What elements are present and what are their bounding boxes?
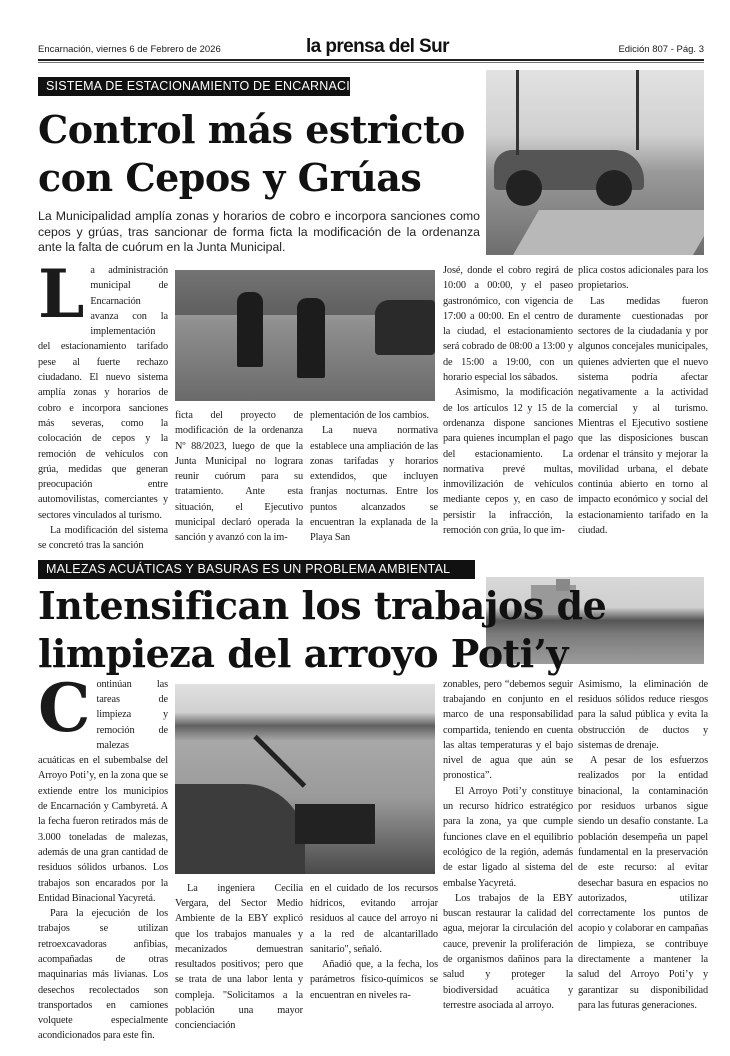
article2-kicker: MALEZAS ACUÁTICAS Y BASURAS ES UN PROBLEMA AMBIENTAL bbox=[38, 560, 475, 579]
paragraph: La ingeniera Cecilia Vergara, del Sector Medio Ambiente de la EBY explicó que los trabajos manuales y mecanizados demuestran resultados positivos; pero que se trata de una labor lenta y compleja. "Solicitamos a la población una mayor concienciación bbox=[175, 882, 303, 1032]
article1-middle bbox=[175, 263, 438, 546]
paragraph: zonables, pero “debemos seguir trabajando en conjunto en el marco de una responsabilidad compartida, teniendo en cuenta las altas temperaturas y el bajo nivel de agua que aún se pronostica”. bbox=[443, 678, 573, 782]
paragraph: plica costos adicionales para los propietarios. bbox=[578, 265, 708, 292]
paragraph: José, donde el cobro regirá de 10:00 a 00:00, y el paseo gastronómico, con vigencia de 17:00 a 00:00. En el centro de la ciudad, el estacionamiento será cobrado de 08:00 a 13:00 y de 15:00 a 19:00, con un horario especial los sábados. bbox=[443, 265, 573, 384]
paragraph: a administración municipal de Encarnación avanza con la implementación del estacionamiento tarifado pese al fuerte rechazo ciudadano. El nuevo sistema amplía zonas y horarios de cobro e incorpora sanciones más severas, como la colocación de cepos y la remoción de vehículos con grúa, medidas que generan preocupación entre automovilistas, comerciantes y sectores vinculados al turismo. bbox=[38, 265, 168, 521]
excavator-cleanup-photo bbox=[175, 684, 435, 874]
article2-headline bbox=[38, 582, 606, 678]
article2-column-1 bbox=[38, 668, 168, 1044]
article1-column-2 bbox=[175, 408, 303, 546]
article1-middle-columns bbox=[175, 408, 438, 546]
article1-column-1 bbox=[38, 255, 168, 554]
header-rule bbox=[38, 59, 704, 61]
paragraph: Asimismo, la eliminación de residuos sólidos reduce riesgos para la salud pública y evita la obstrucción de ductos y sistemas de drenaje. bbox=[578, 678, 708, 751]
paragraph: La nueva normativa establece una ampliación de las zonas tarifadas y horarios extendidos, que incluyen franjas nocturnas. Entre los puntos alcanzados se encuentran la explanada de la Playa San bbox=[310, 425, 438, 544]
issue-date: Encarnación, viernes 6 de Febrero de 2026 bbox=[38, 44, 221, 55]
article2-column-5 bbox=[578, 677, 708, 1014]
paragraph: Los trabajos de la EBY buscan restaurar la calidad del agua, mejorar la circulación del cauce, prevenir la proliferación de organismos dañinos para la salud y proteger la biodiversidad acuática y terrestre asociada al arroyo. bbox=[443, 892, 573, 1011]
article2-header bbox=[0, 560, 730, 677]
paragraph: La modificación del sistema se concretó tras la sanción bbox=[38, 525, 168, 552]
masthead bbox=[0, 0, 730, 70]
paragraph: Las medidas fueron duramente cuestionadas por sectores de la ciudadanía y por algunos concejales municipales, quienes advierten que el nuevo sistema podría afectar negativamente a la actividad comercial y al turismo. Mientras el Ejecutivo sostiene que las disposiciones buscan ordenar el tránsito y mejorar la movilidad urbana, el debate continúa abierto en torno al impacto económico y social del estacionamiento tarifado en la ciudad. bbox=[578, 295, 708, 537]
paragraph: Añadió que, a la fecha, los parámetros físico-químicos se encuentran en niveles ra- bbox=[310, 959, 438, 1001]
article1-column-5 bbox=[578, 263, 708, 538]
paragraph: ontinúan las tareas de limpieza y remoción de malezas acuáticas en el subembalse del Arroyo Poti’y, en la zona que se extiende entre los municipios de Encarnación y Cambyretá. A la fecha fueron retirados más de 3.000 toneladas de malezas, además de una gran cantidad de residuos sólidos urbanos. Los trabajos son encarados por la Entidad Binacional Yacyretá. bbox=[38, 678, 168, 904]
paragraph: ficta del proyecto de modificación de la ordenanza Nº 88/2023, luego de que la Junta Municipal no lograra reunir cuórum para su tratamiento. Ante esta situación, el Ejecutivo municipal declaró operada la sanción y avanzó con la im- bbox=[175, 410, 303, 544]
paragraph: El Arroyo Poti’y constituye un recurso hídrico estratégico para la zona, ya que cumple funciones clave en el equilibrio ecológico de la región, además de estar ligado al sistema del embalse Yacyretá. bbox=[443, 785, 573, 889]
headline-line: limpieza del arroyo Poti’y bbox=[38, 630, 568, 676]
headline-line: Control más estricto bbox=[38, 107, 465, 152]
article-parking bbox=[0, 70, 730, 554]
traffic-agents-photo bbox=[175, 270, 435, 401]
drop-cap: L bbox=[38, 255, 85, 333]
article1-kicker: SISTEMA DE ESTACIONAMIENTO DE ENCARNACIÓN bbox=[38, 77, 350, 96]
edition-page: Edición 807 - Pág. 3 bbox=[618, 44, 704, 55]
article-creek-cleanup bbox=[0, 560, 730, 1044]
article2-column-3 bbox=[310, 881, 438, 1034]
headline-line: Intensifican los trabajos de bbox=[38, 582, 607, 628]
article2-column-2 bbox=[175, 881, 303, 1034]
paragraph: Asimismo, la modificación de los artículos 12 y 15 de la ordenanza dispone sanciones para quienes incumplan el pago del estacionamiento. La normativa prevé multas, inmovilización de vehículos mediante cepos y, en caso de persistir la infracción, la remoción con grúa, lo que im- bbox=[443, 387, 573, 537]
header-rule-thin bbox=[38, 62, 704, 63]
newspaper-logo: la prensa del Sur bbox=[306, 36, 449, 57]
article2-body bbox=[0, 668, 730, 1044]
headline-line: con Cepos y Grúas bbox=[38, 155, 422, 200]
article2-middle-columns bbox=[175, 881, 438, 1034]
paragraph: plementación de los cambios. bbox=[310, 410, 430, 421]
paragraph: A pesar de los esfuerzos realizados por la entidad binacional, la contaminación por residuos urbanos sigue siendo un desafío constante. La población desempeña un papel fundamental en la preservación de este recurso: al evitar desechar basura en espacios no autorizados, utilizar correctamente los puntos de acopio y colaborar en campañas de limpieza, se contribuye directamente a mantener la salud del Arroyo Poti’y y garantizar su disponibilidad para las futuras generaciones. bbox=[578, 755, 708, 1011]
article1-column-3 bbox=[310, 408, 438, 546]
article1-header bbox=[0, 70, 730, 263]
article1-body bbox=[0, 255, 730, 554]
parking-street-photo bbox=[486, 70, 704, 255]
paragraph: Para la ejecución de los trabajos se utilizan retroexcavadoras anfibias, acompañadas de otras maquinarias más livianas. Los desechos recolectados son transportados en camiones volquete especialmente acondicionados para este fin. bbox=[38, 908, 168, 1042]
drop-cap: C bbox=[38, 668, 91, 747]
article1-deck: La Municipalidad amplía zonas y horarios de cobro e incorpora sanciones como cepos y grúas, tras sancionar de forma ficta la modificación de la ordenanza ante la falta de cuórum en la Junta Municipal. bbox=[38, 209, 480, 254]
article2-middle bbox=[175, 677, 438, 1034]
article1-column-4 bbox=[443, 263, 573, 538]
paragraph: en el cuidado de los recursos hídricos, evitando arrojar residuos al cauce del arroyo ni a la red de alcantarillado sanitario", señaló. bbox=[310, 882, 438, 955]
article2-column-4 bbox=[443, 677, 573, 1014]
article1-headline bbox=[38, 106, 465, 202]
